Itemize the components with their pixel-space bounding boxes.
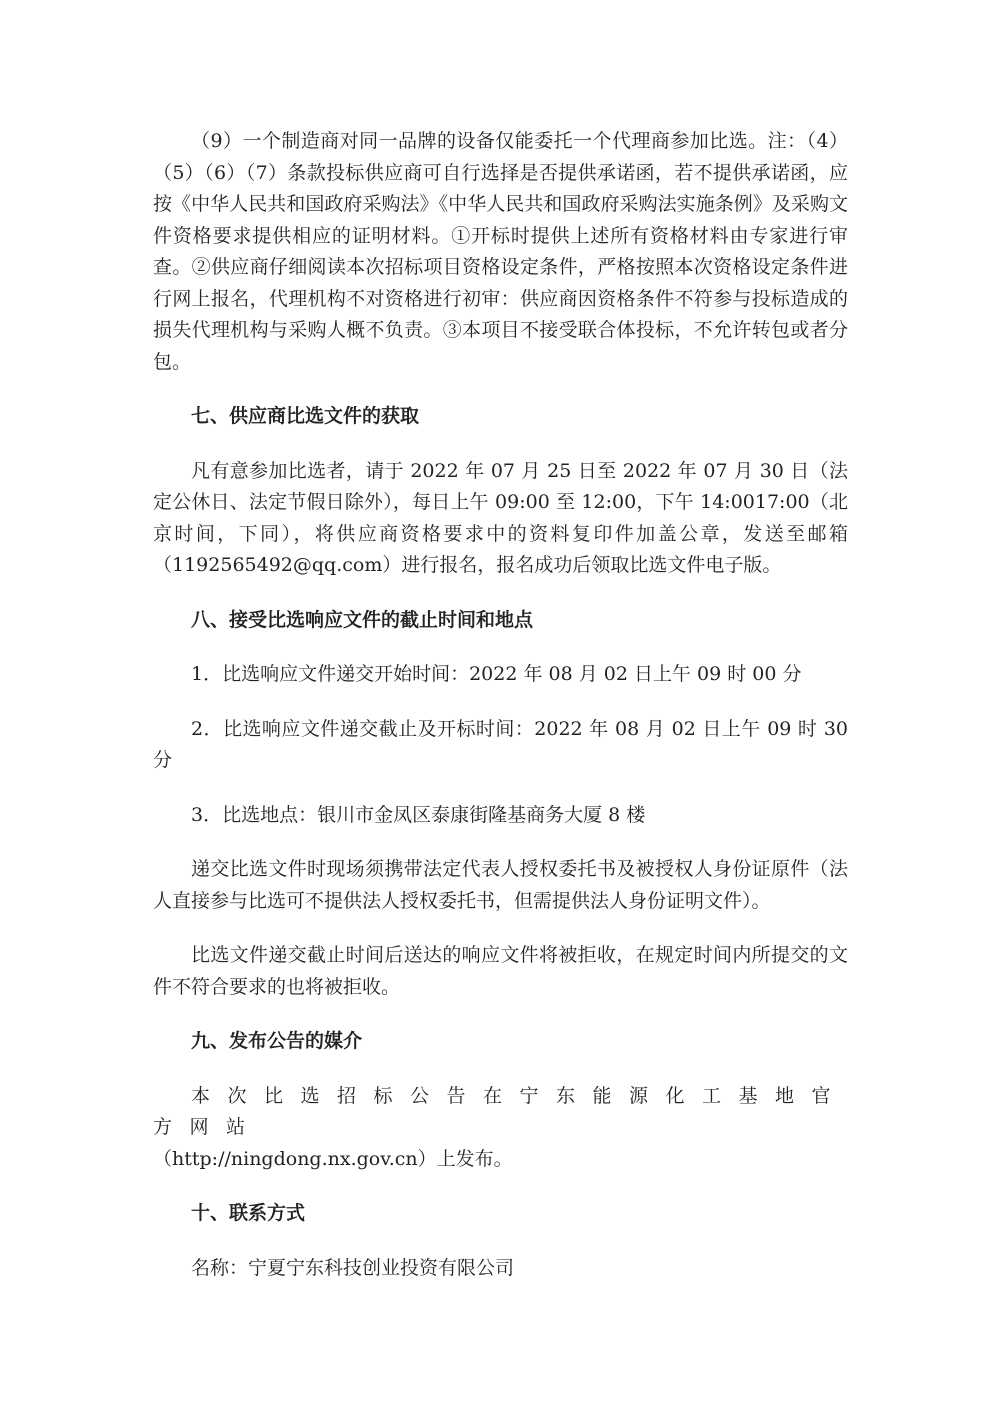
section-heading-7: 七、供应商比选文件的获取 (191, 405, 420, 427)
paragraph-rejection: 比选文件递交截止时间后送达的响应文件将被拒收，在规定时间内所提交的文件不符合要求的也将被拒收。 (153, 944, 848, 998)
list-item-deadline: 2．比选响应文件递交截止及开标时间：2022 年 08 月 02 日上午 09 时 30 分 (153, 717, 848, 771)
list-item-start-time: 1．比选响应文件递交开始时间：2022 年 08 月 02 日上午 09 时 00 分 (191, 663, 802, 685)
section-heading-9: 九、发布公告的媒介 (191, 1030, 363, 1052)
paragraph-media-url: （http://ningdong.nx.gov.cn）上发布。 (153, 1147, 513, 1170)
document-page (153, 126, 848, 1284)
list-item-location: 3．比选地点：银川市金凤区泰康街隆基商务大厦 8 楼 (191, 803, 646, 826)
paragraph-qualification-notes: （9）一个制造商对同一品牌的设备仅能委托一个代理商参加比选。注：（4）（5）（6）（7）条款投标供应商可自行选择是否提供承诺函，若不提供承诺函，应按《中华人民共和国政府采购法》《中华人民共和国政府采购法实施条例》及采购文件资格要求提供相应的证明材料。①开标时提供上述所有资格材料由专家进行审查。②供应商仔细阅读本次招标项目资格设定条件，严格按照本次资格设定条件进行网上报名，代理机构不对资格进行初审：供应商因资格条件不符参与投标造成的损失代理机构与采购人概不负责。③本项目不接受联合体投标，不允许转包或者分包。 (153, 130, 848, 373)
section-heading-8: 八、接受比选响应文件的截止时间和地点 (191, 608, 534, 631)
paragraph-document-acquisition: 凡有意参加比选者，请于 2022 年 07 月 25 日至 2022 年 07 月 30 日（法定公休日、法定节假日除外），每日上午 09:00 至 12:00，下午 14:0017:00（北京时间，下同），将供应商资格要求中的资料复印件加盖公章，发送至邮箱（1192565492@qq.com）进行报名，报名成功后领取比选文件电子版。 (153, 459, 848, 576)
paragraph-media: 本次比选招标公告在宁东能源化工基地官方网站 (153, 1084, 849, 1138)
paragraph-authorization: 递交比选文件时现场须携带法定代表人授权委托书及被授权人身份证原件（法人直接参与比选可不提供法人授权委托书，但需提供法人身份证明文件）。 (153, 858, 848, 912)
paragraph-contact-name: 名称：宁夏宁东科技创业投资有限公司 (191, 1256, 515, 1279)
section-heading-10: 十、联系方式 (191, 1202, 306, 1224)
